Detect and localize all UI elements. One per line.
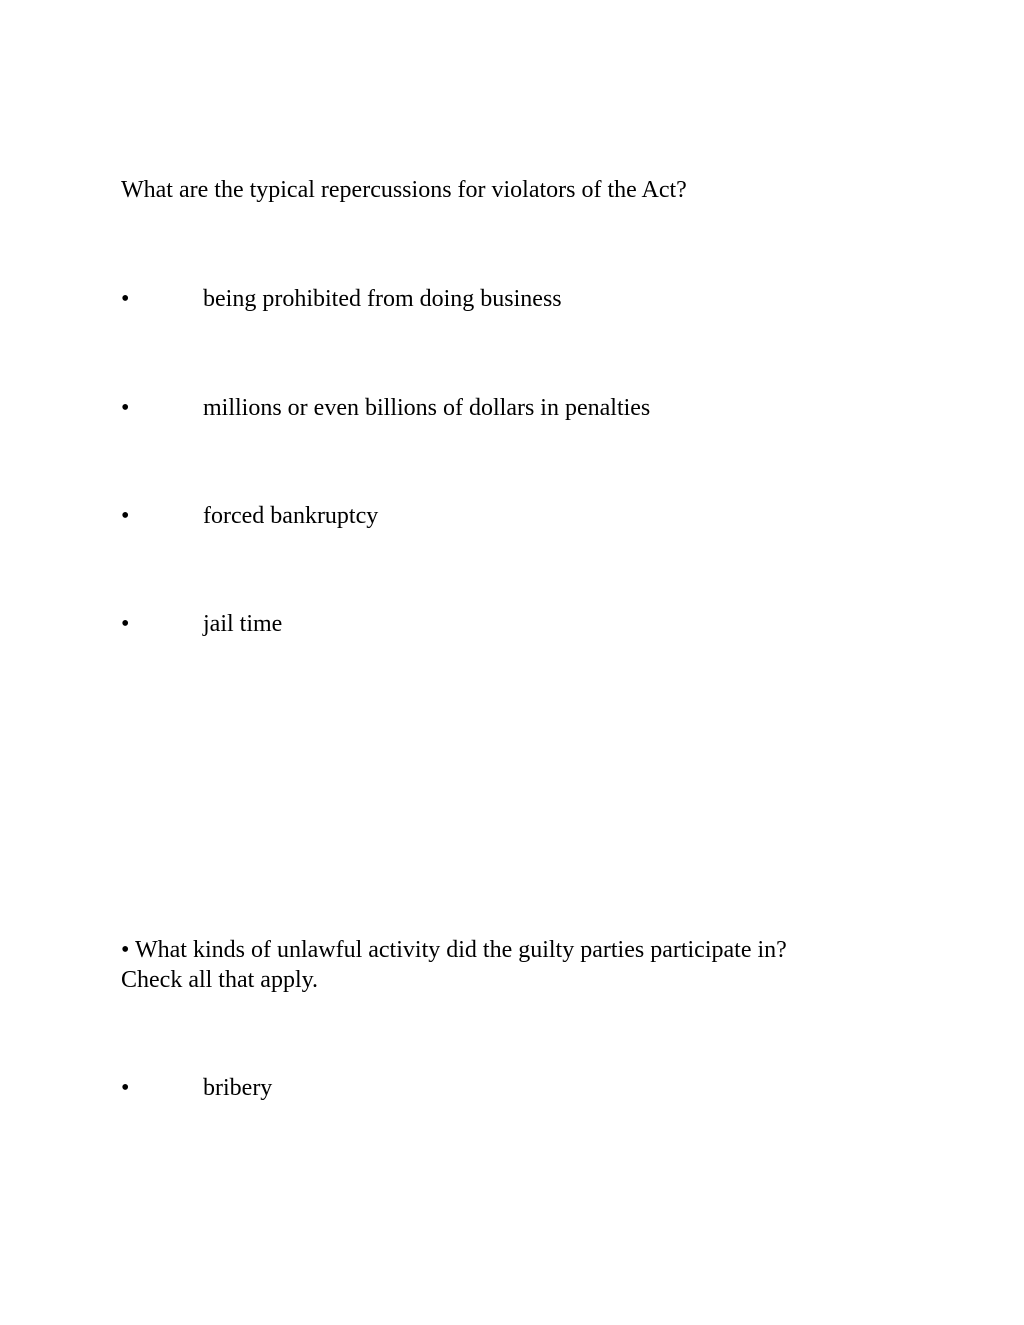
question-1-text: What are the typical repercussions for violators of the Act?	[121, 177, 687, 203]
bullet-icon: •	[121, 286, 130, 312]
option-label: bribery	[203, 1075, 273, 1101]
bullet-icon: •	[121, 395, 130, 421]
option-label: millions or even billions of dollars in penalties	[203, 395, 651, 421]
question-2-text	[121, 935, 921, 995]
option-label: being prohibited from doing business	[203, 286, 562, 312]
option-label: forced bankruptcy	[203, 503, 379, 529]
bullet-icon: •	[121, 1075, 130, 1101]
question-2-line-2: Check all that apply.	[121, 967, 319, 993]
question-2-line-1: • What kinds of unlawful activity did the guilty parties participate in?	[121, 937, 787, 963]
bullet-icon: •	[121, 611, 130, 637]
bullet-icon: •	[121, 503, 130, 529]
option-label: jail time	[203, 611, 283, 637]
